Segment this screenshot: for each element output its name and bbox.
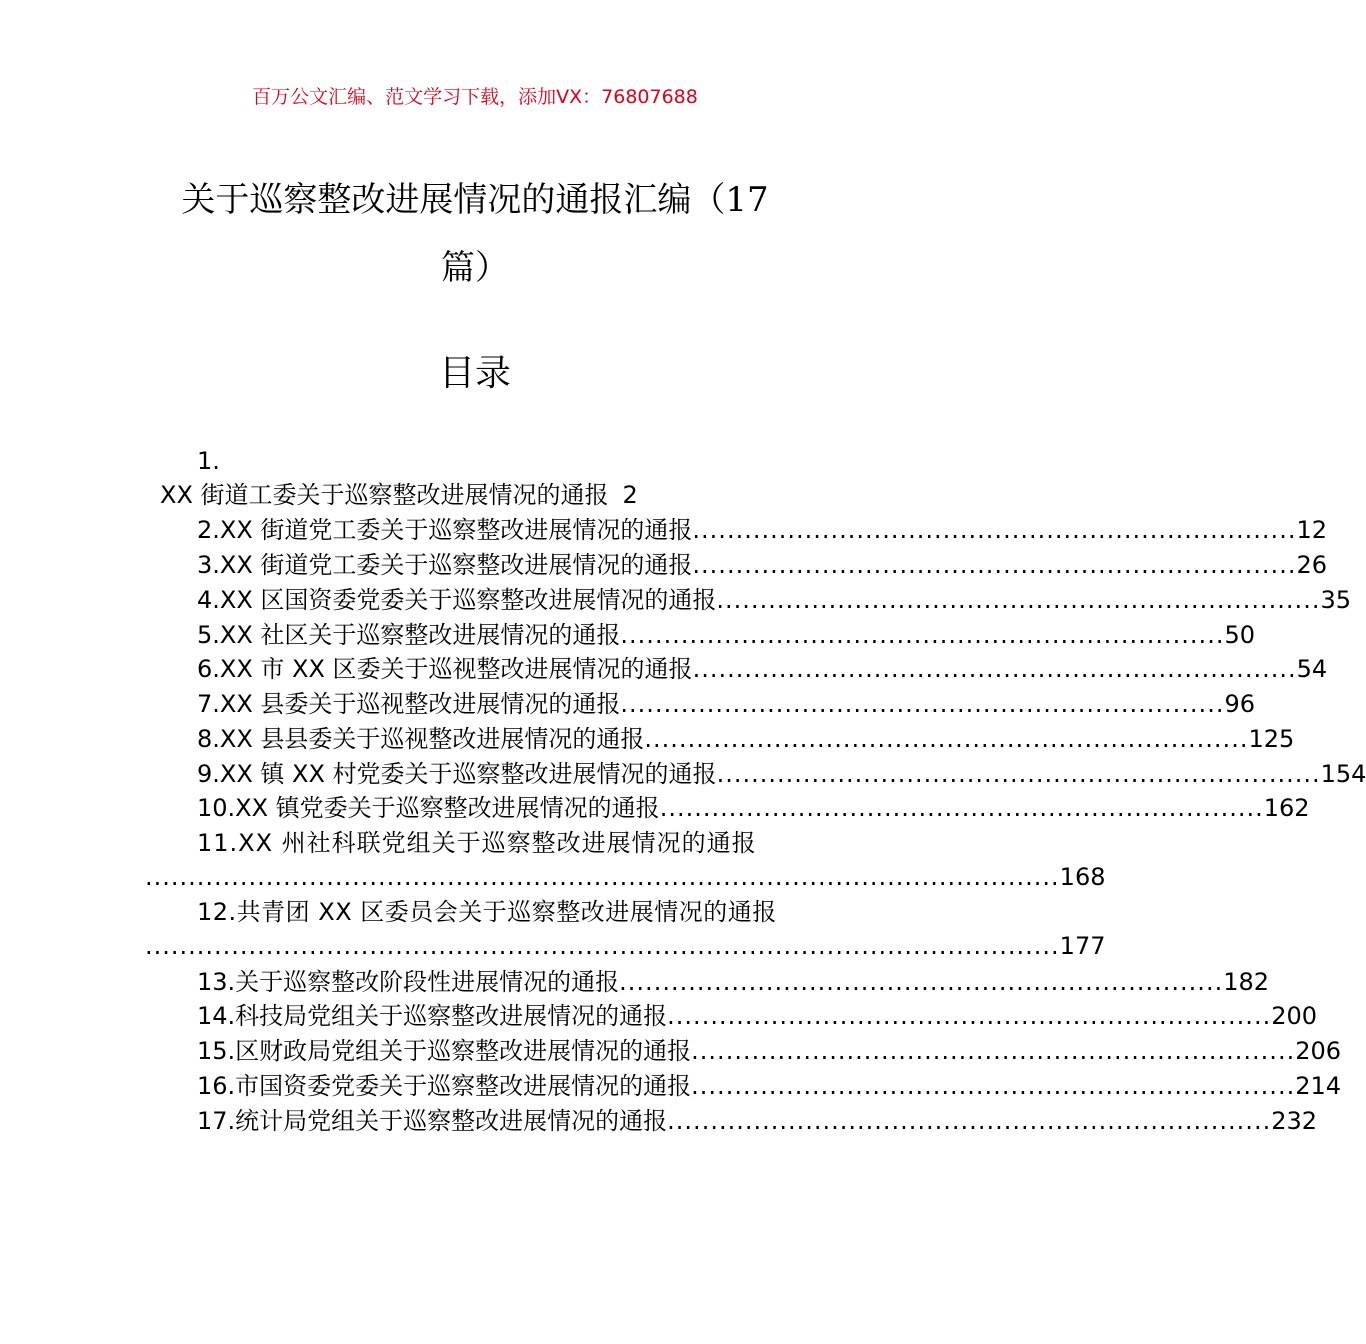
- toc-leader: ......................................................................: [716, 760, 1321, 788]
- toc-leader: ......................................................................: [692, 551, 1297, 579]
- toc-title: XX 街道工委关于巡察整改进展情况的通报: [160, 481, 609, 509]
- toc-title: 11.XX 州社科联党组关于巡察整改进展情况的通报: [197, 829, 757, 857]
- toc-page: 200: [1271, 1002, 1318, 1030]
- toc-title: 7.XX 县委关于巡视整改进展情况的通报: [197, 690, 621, 718]
- toc-leader: ......................................................................: [644, 725, 1249, 753]
- toc-leader: ......................................................................: [667, 1002, 1272, 1030]
- toc-entry-12[interactable]: [197, 895, 805, 929]
- toc-page: 125: [1248, 725, 1295, 753]
- toc-page: 182: [1223, 968, 1270, 996]
- toc-title: 6.XX 市 XX 区委关于巡视整改进展情况的通报: [197, 655, 693, 683]
- toc-page: 206: [1295, 1037, 1342, 1065]
- toc-title: 12.共青团 XX 区委员会关于巡察整改进展情况的通报: [197, 898, 777, 926]
- toc-entry-10[interactable]: [197, 791, 1310, 825]
- toc-title: 4.XX 区国资委党委关于巡察整改进展情况的通报: [197, 586, 717, 614]
- toc-entry-3[interactable]: [197, 548, 1327, 582]
- toc-page: 26: [1296, 551, 1327, 579]
- toc-page: 232: [1271, 1107, 1318, 1135]
- toc-leader: ......................................................................: [691, 1037, 1296, 1065]
- toc-title: 16.市国资委党委关于巡察整改进展情况的通报: [197, 1072, 692, 1100]
- toc-page: 177: [1059, 932, 1106, 960]
- toc-leader: ......................................................................: [692, 516, 1297, 544]
- toc-page: 50: [1224, 621, 1255, 649]
- toc-entry-8[interactable]: [197, 722, 1295, 756]
- toc-page: 168: [1059, 863, 1106, 891]
- toc-entry-16[interactable]: [197, 1069, 1342, 1103]
- toc-title: 5.XX 社区关于巡察整改进展情况的通报: [197, 621, 621, 649]
- toc-page: 96: [1224, 690, 1255, 718]
- toc-entry-9[interactable]: [197, 757, 1366, 791]
- toc-entry-6[interactable]: [197, 652, 1328, 686]
- toc-page: 214: [1295, 1072, 1342, 1100]
- toc-title: 13.关于巡察整改阶段性进展情况的通报: [197, 968, 620, 996]
- toc-title: 10.XX 镇党委关于巡察整改进展情况的通报: [197, 794, 660, 822]
- toc-entry-13[interactable]: [197, 965, 1270, 999]
- toc-page: 54: [1296, 655, 1328, 683]
- title-count: 17: [725, 180, 769, 220]
- toc-entry-15[interactable]: [197, 1034, 1342, 1068]
- toc-title: 9.XX 镇 XX 村党委关于巡察整改进展情况的通报: [197, 760, 717, 788]
- toc-entry-11-page-line[interactable]: [145, 860, 1106, 894]
- toc-entry-4[interactable]: [197, 583, 1351, 617]
- toc-leader: ......................................................................: [691, 1072, 1296, 1100]
- toc-entry-1-number[interactable]: 1.: [197, 447, 220, 475]
- toc-leader: ......................................................................: [659, 794, 1264, 822]
- toc-leader: ......................................................................: [619, 968, 1224, 996]
- toc-leader: ......................................................................: [716, 586, 1321, 614]
- toc-title: 8.XX 县县委关于巡视整改进展情况的通报: [197, 725, 645, 753]
- toc-title: 2.XX 街道党工委关于巡察整改进展情况的通报: [197, 516, 693, 544]
- document-title-line1: [120, 180, 830, 220]
- toc-entry-11[interactable]: [197, 826, 805, 860]
- toc-leader: ......................................................................: [692, 655, 1297, 683]
- toc-entry-14[interactable]: [197, 999, 1318, 1033]
- toc-entry-12-page-line[interactable]: [145, 929, 1106, 963]
- toc-entry-2[interactable]: [197, 513, 1327, 547]
- toc-leader: ......................................................................: [620, 690, 1225, 718]
- toc-page: 2: [622, 481, 638, 509]
- toc-entry-1[interactable]: [160, 478, 638, 512]
- document-title-line2: 篇）: [441, 248, 509, 288]
- toc-leader: ......................................................................: [620, 621, 1225, 649]
- toc-title: 15.区财政局党组关于巡察整改进展情况的通报: [197, 1037, 692, 1065]
- watermark-banner: 百万公文汇编、范文学习下载，添加VX：76807688: [252, 86, 698, 108]
- toc-leader: ......................................................................: [667, 1107, 1272, 1135]
- toc-page: 162: [1263, 794, 1310, 822]
- toc-heading: 目录: [438, 353, 511, 394]
- toc-page: 12: [1296, 516, 1327, 544]
- toc-title: 14.科技局党组关于巡察整改进展情况的通报: [197, 1002, 668, 1030]
- toc-title: 17.统计局党组关于巡察整改进展情况的通报: [197, 1107, 668, 1135]
- toc-title: 3.XX 街道党工委关于巡察整改进展情况的通报: [197, 551, 693, 579]
- title-text: 关于巡察整改进展情况的通报汇编（: [181, 180, 726, 220]
- toc-page: 35: [1320, 586, 1351, 614]
- toc-entry-17[interactable]: [197, 1104, 1318, 1138]
- toc-page: 154: [1320, 760, 1366, 788]
- toc-leader: ..........................................................................................................: [145, 863, 1060, 891]
- toc-entry-5[interactable]: [197, 618, 1255, 652]
- toc-leader: ..........................................................................................................: [145, 932, 1060, 960]
- toc-entry-7[interactable]: [197, 687, 1255, 721]
